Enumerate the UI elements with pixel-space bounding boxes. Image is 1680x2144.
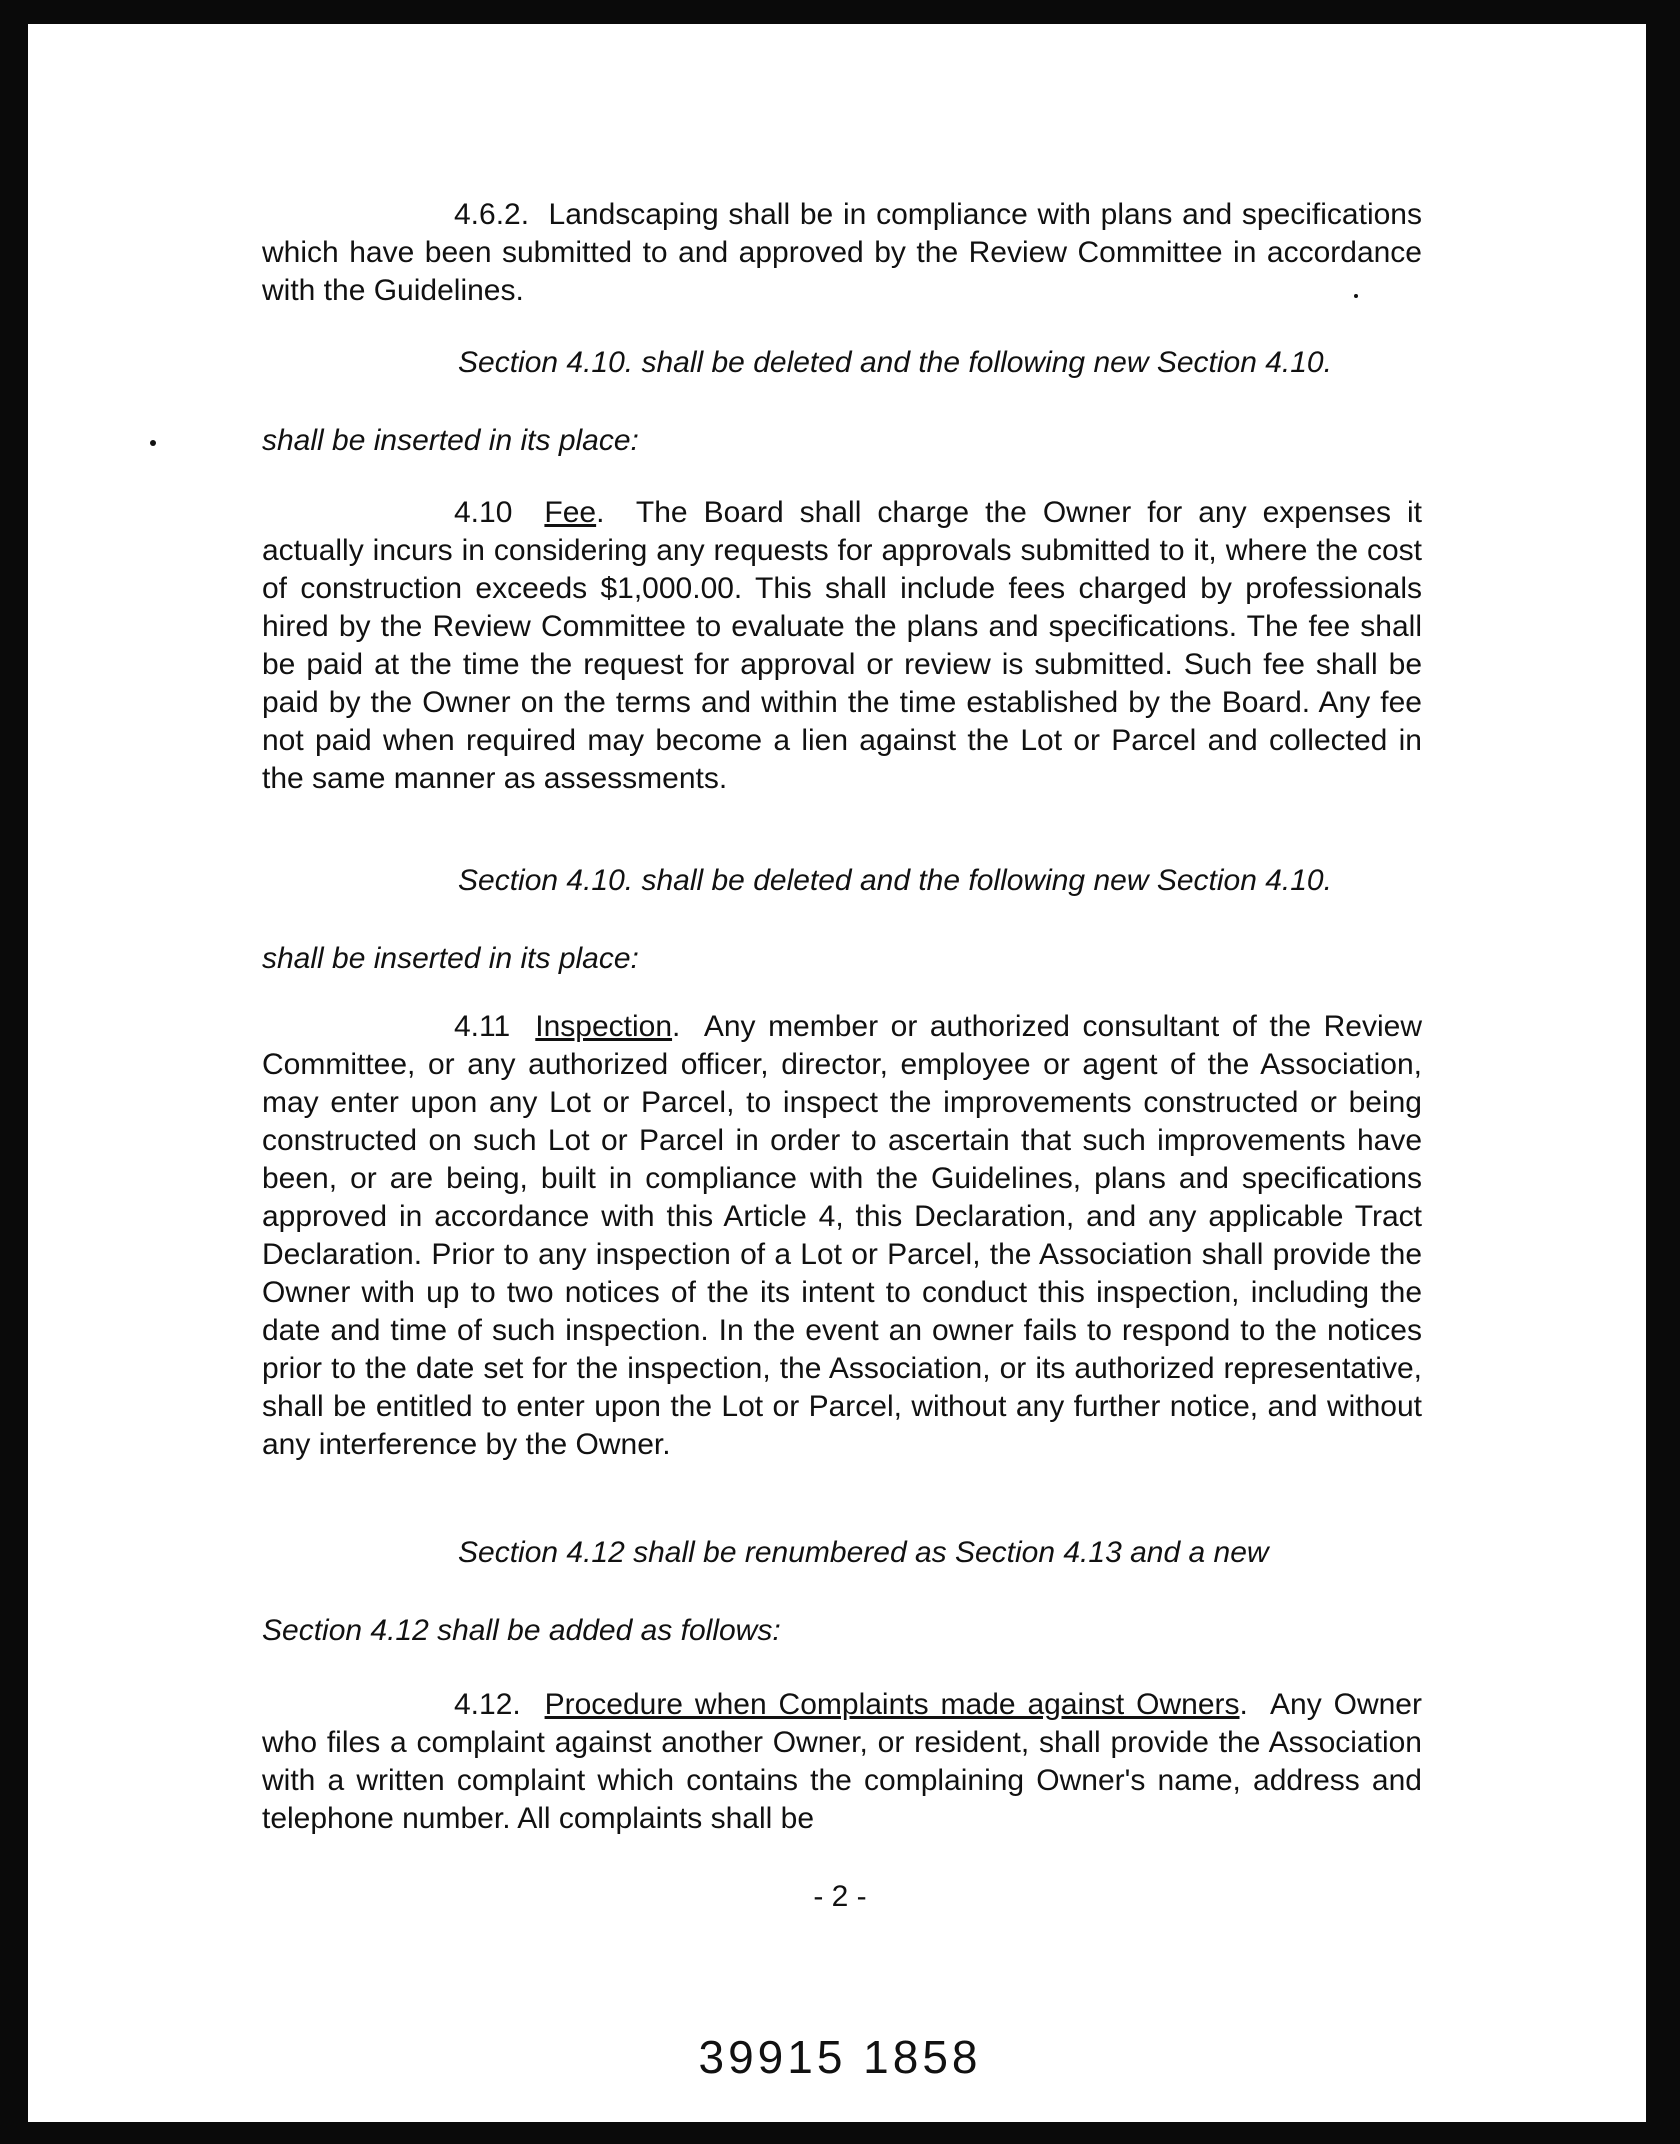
paragraph-4-6-2 <box>262 196 1422 310</box>
section-number: 4.12. <box>454 1688 521 1721</box>
instruction-line: Section 4.12 shall be renumbered as Section 4.13 and a new <box>458 1536 1269 1569</box>
paragraph-text: The Board shall charge the Owner for any expenses it actually incurs in considering any requests for approvals submitted to it, where the cost of construction exceeds $1,000.00. This shall include fees charged by professionals hired by the Review Committee to evaluate the plans and specifications. The fee shall be paid at the time the request for approval or review is submitted. Such fee shall be paid by the Owner on the terms and within the time established by the Board. Any fee not paid when required may become a lien against the Lot or Parcel and collected in the same manner as assessments. <box>262 496 1423 795</box>
section-number: 4.10 <box>454 496 513 529</box>
instruction-4-12 <box>262 1534 1422 1650</box>
section-title: Fee <box>544 496 597 529</box>
paragraph-4-12-complaints: 4.12. Procedure when Complaints made against Owners. Any Owner who files a complaint against another Owner, or resident, shall provide the Association with a written complaint which contains the complaining Owner's name, address and telephone number. All complaints shall be <box>262 1688 1422 1835</box>
scan-speck <box>150 440 156 446</box>
section-title: Inspection <box>535 1010 673 1043</box>
section-number: 4.11 <box>454 1010 511 1043</box>
instruction-line: Section 4.12 shall be added as follows: <box>262 1614 781 1647</box>
document-stamp: 39915 1858 <box>698 2031 982 2083</box>
paragraph-text: Any Owner who files a complaint against another Owner, or resident, shall provide the Association with a written complaint which contains the complaining Owner's name, address and telephone number. All complaints shall be <box>262 1688 1422 1835</box>
paragraph-text: Landscaping shall be in compliance with plans and specifications which have been submitted to and approved by the Review Committee in accordance with the Guidelines. <box>262 198 1422 307</box>
instruction-line: Section 4.10. shall be deleted and the following new Section 4.10. <box>458 864 1332 897</box>
instruction-line: shall be inserted in its place: <box>262 942 639 975</box>
section-title: Procedure when Complaints made against Owners <box>544 1688 1240 1721</box>
paragraph-4-10-fee: 4.10 Fee. The Board shall charge the Owner for any expenses it actually incurs in considering any requests for approvals submitted to it, where the cost of construction exceeds $1,000.00. This shall include fees charged by professionals hired by the Review Committee to evaluate the plans and specifications. The fee shall be paid at the time the request for approval or review is submitted. Such fee shall be paid by the Owner on the terms and within the time established by the Board. Any fee not paid when required may become a lien against the Lot or Parcel and collected in the same manner as assessments. <box>262 496 1423 795</box>
instruction-4-10 <box>262 344 1422 460</box>
instruction-line: Section 4.10. shall be deleted and the following new Section 4.10. <box>458 346 1332 379</box>
section-number: 4.6.2. <box>454 198 530 231</box>
scan-edge-mark <box>1648 1700 1680 1790</box>
instruction-4-10-repeat <box>262 862 1422 978</box>
paragraph-text: Any member or authorized consultant of the Review Committee, or any authorized officer, director, employee or agent of the Association, may enter upon any Lot or Parcel, to inspect the improvements constructed or being constructed on such Lot or Parcel in order to ascertain that such improvements have been, or are being, built in compliance with the Guidelines, plans and specifications approved in accordance with this Article 4, this Declaration, and any applicable Tract Declaration. Prior to any inspection of a Lot or Parcel, the Association shall provide the Owner with up to two notices of the its intent to conduct this inspection, including the date and time of such inspection. In the event an owner fails to respond to the notices prior to the date set for the inspection, the Association, or its authorized representative, shall be entitled to enter upon the Lot or Parcel, without any further notice, and without any interference by the Owner. <box>262 1010 1423 1461</box>
instruction-line: shall be inserted in its place: <box>262 424 639 457</box>
paragraph-4-11-inspection: 4.11 Inspection. Any member or authorized consultant of the Review Committee, or any authorized officer, director, employee or agent of the Association, may enter upon any Lot or Parcel, to inspect the improvements constructed or being constructed on such Lot or Parcel in order to ascertain that such improvements have been, or are being, built in compliance with the Guidelines, plans and specifications approved in accordance with this Article 4, this Declaration, and any applicable Tract Declaration. Prior to any inspection of a Lot or Parcel, the Association shall provide the Owner with up to two notices of the its intent to conduct this inspection, including the date and time of such inspection. In the event an owner fails to respond to the notices prior to the date set for the inspection, the Association, or its authorized representative, shall be entitled to enter upon the Lot or Parcel, without any further notice, and without any interference by the Owner. <box>262 1010 1423 1461</box>
page-number: - 2 - <box>813 1880 867 1913</box>
